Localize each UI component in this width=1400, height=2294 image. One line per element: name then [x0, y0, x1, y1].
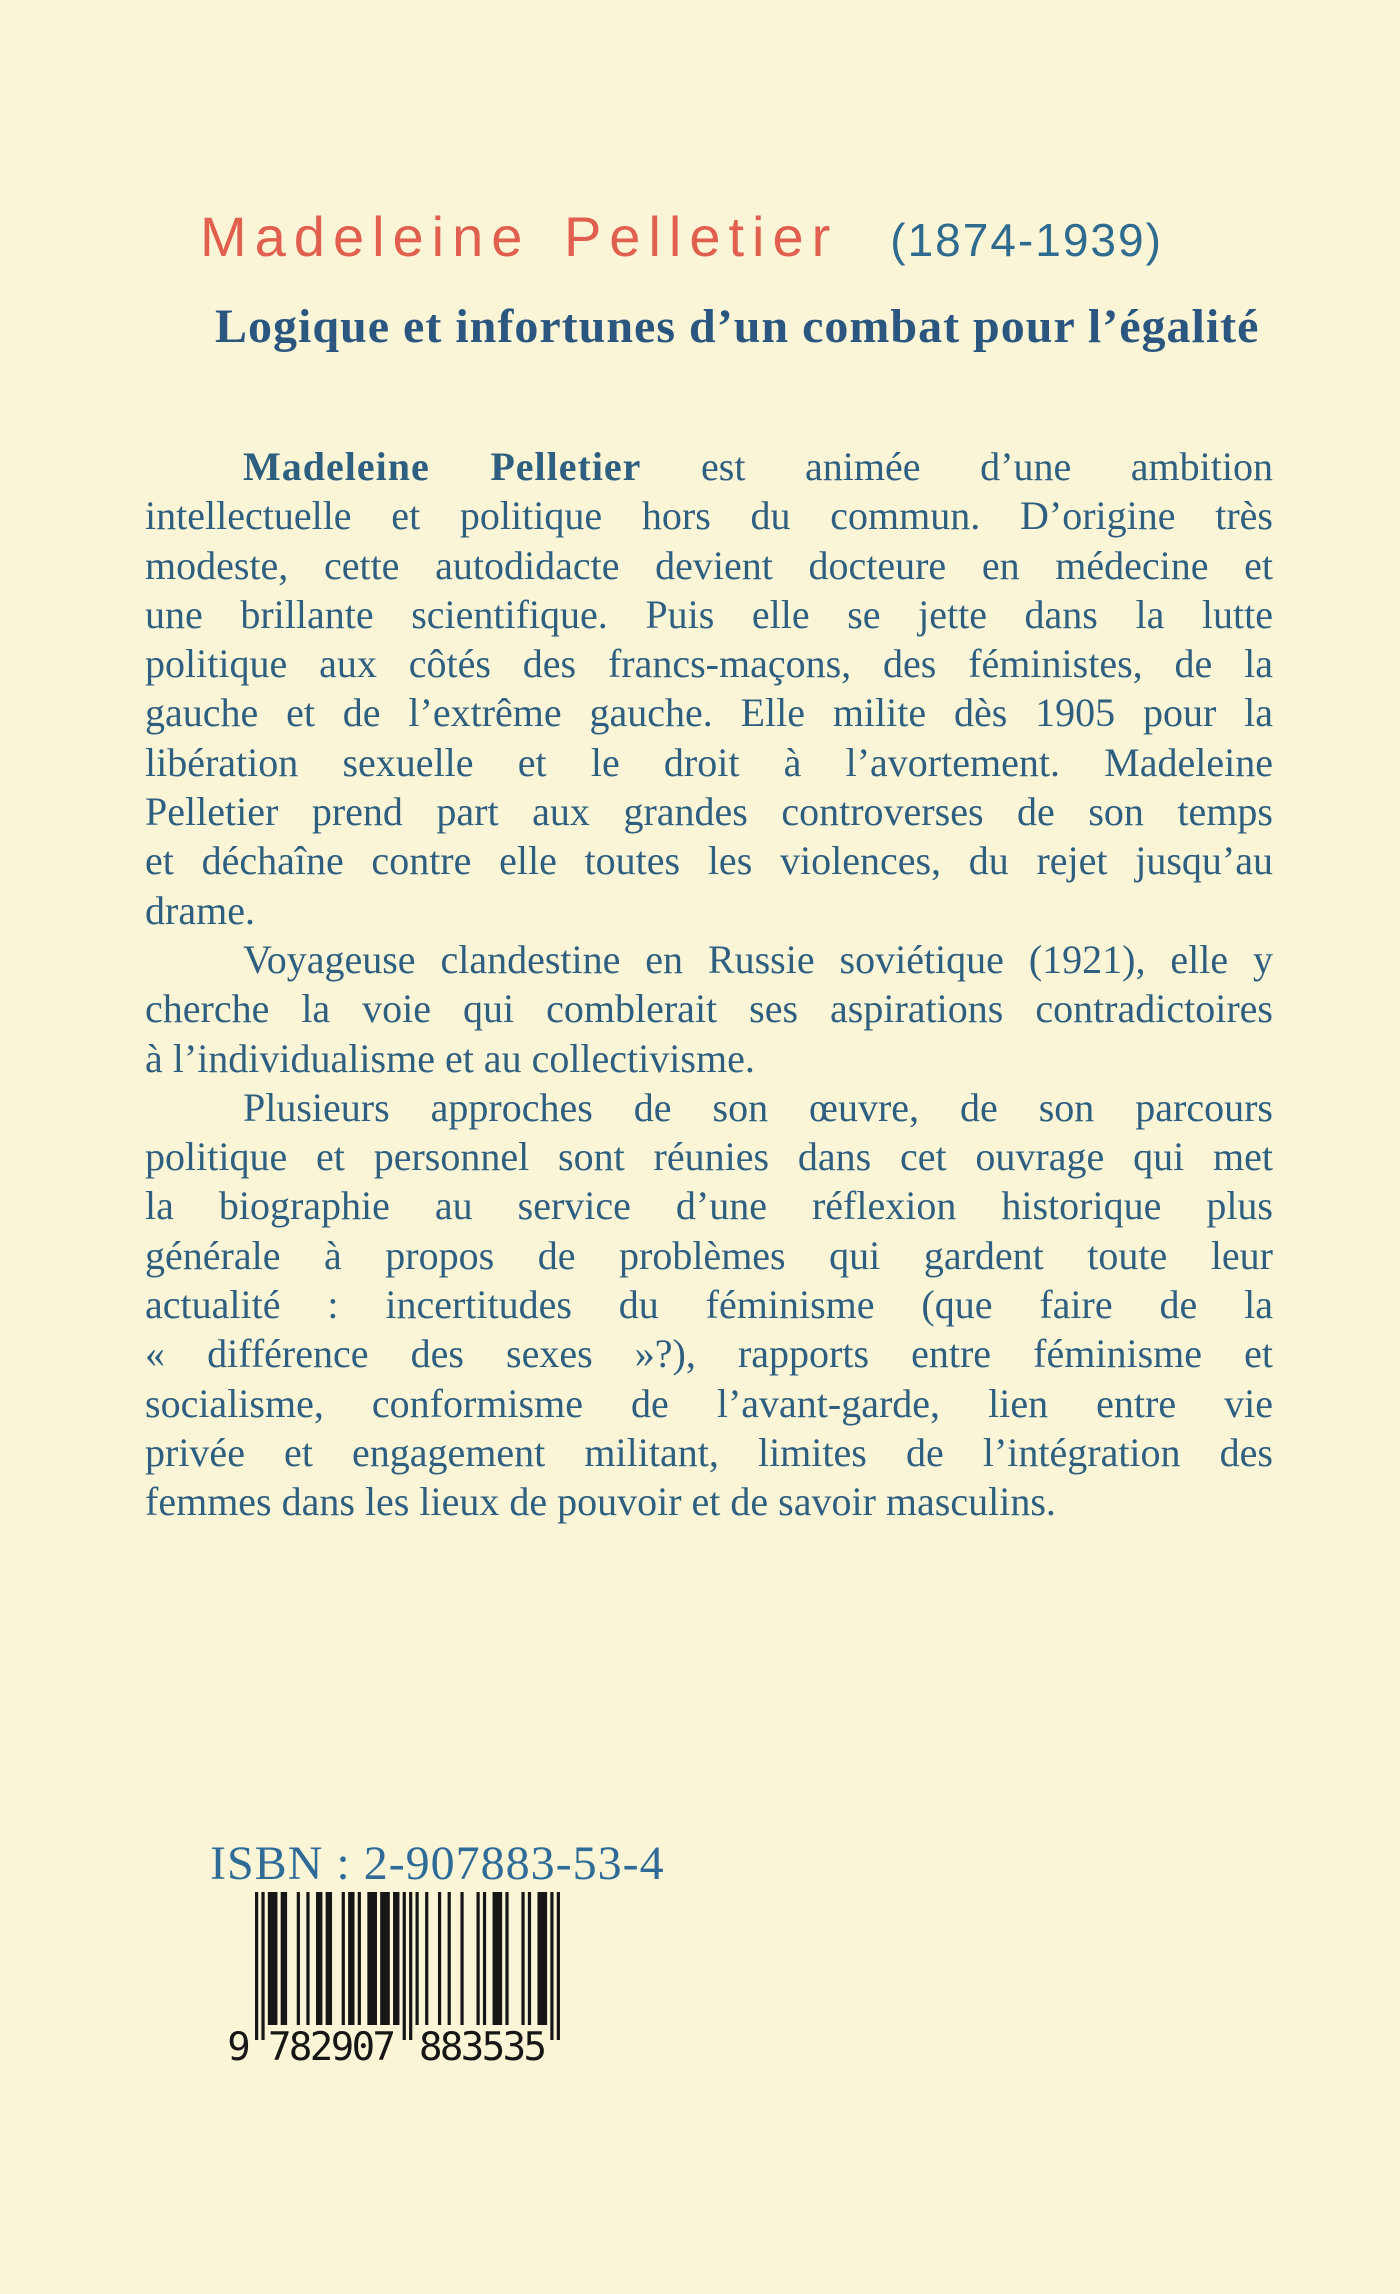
- body-line: « différence des sexes »?), rapports entre féminisme et: [145, 1331, 1273, 1377]
- isbn-label: ISBN : 2-907883-53-4: [210, 1837, 665, 1890]
- barcode-bar: [438, 1892, 441, 2025]
- body-line: intellectuelle et politique hors du commun. D’origine très: [145, 493, 1273, 539]
- barcode-bar: [316, 1892, 322, 2025]
- body-line: la biographie au service d’une réflexion historique plus: [145, 1183, 1273, 1229]
- title-row: [200, 204, 1163, 269]
- barcode-bar: [348, 1892, 354, 2025]
- body-line: cherche la voie qui comblerait ses aspirations contradictoires: [145, 986, 1273, 1032]
- barcode-bar: [367, 1892, 377, 2025]
- body-line: à l’individualisme et au collectivisme.: [145, 1035, 755, 1081]
- body-line: politique aux côtés des francs-maçons, des féministes, de la: [145, 641, 1273, 687]
- barcode-bar: [476, 1892, 479, 2025]
- author-name: Madeleine Pelletier: [200, 205, 839, 268]
- barcode-svg: [225, 1892, 570, 2064]
- body-line: gauche et de l’extrême gauche. Elle milite dès 1905 pour la: [145, 690, 1273, 736]
- barcode-bar: [393, 1892, 399, 2025]
- barcode-bar: [505, 1892, 508, 2025]
- barcode-bar: [342, 1892, 345, 2025]
- barcode-bar: [255, 1892, 258, 2040]
- body-line: privée et engagement militant, limites de l’intégration des: [145, 1429, 1273, 1475]
- barcode-bar: [493, 1892, 503, 2025]
- body-line: modeste, cette autodidacte devient docteure en médecine et: [145, 542, 1273, 588]
- barcode-digits-group1: 782907: [268, 2025, 396, 2064]
- back-cover-text: [145, 442, 1273, 1527]
- barcode-bar: [460, 1892, 463, 2025]
- book-subtitle: Logique et infortunes d’un combat pour l’égalité: [215, 300, 1260, 353]
- body-line: politique et personnel sont réunies dans cet ouvrage qui met: [145, 1134, 1273, 1180]
- barcode-bar: [358, 1892, 361, 2025]
- barcode-bar: [537, 1892, 547, 2025]
- barcode-bar: [281, 1892, 287, 2025]
- body-line: drame.: [145, 887, 255, 933]
- barcode-bar: [425, 1892, 428, 2025]
- body-line: [145, 442, 1273, 491]
- body-line: socialisme, conformisme de l’avant-garde, lien entre vie: [145, 1380, 1273, 1426]
- body-line: et déchaîne contre elle toutes les violences, du rejet jusqu’au: [145, 838, 1273, 884]
- barcode-bar: [306, 1892, 309, 2025]
- body-line: femmes dans les lieux de pouvoir et de savoir masculins.: [145, 1479, 1056, 1525]
- barcode-digits-group2: 883535: [419, 2025, 547, 2064]
- barcode-bar: [557, 1892, 560, 2040]
- barcode-bar: [261, 1892, 264, 2040]
- barcode-bar: [416, 1892, 419, 2025]
- barcode-bar: [448, 1892, 451, 2025]
- barcode-digit-left: 9: [227, 2025, 251, 2064]
- body-line: Pelletier prend part aux grandes controverses de son temps: [145, 789, 1273, 835]
- author-dates: (1874-1939): [890, 214, 1163, 266]
- barcode-bar: [483, 1892, 486, 2025]
- barcode-bar: [268, 1892, 278, 2025]
- body-lead-bold: Madeleine Pelletier: [243, 444, 642, 489]
- barcode: [225, 1892, 570, 2064]
- body-line: Voyageuse clandestine en Russie soviétique (1921), elle y: [243, 936, 1273, 982]
- barcode-bar: [521, 1892, 524, 2025]
- barcode-bar: [550, 1892, 553, 2040]
- body-line: une brillante scientifique. Puis elle se jette dans la lutte: [145, 591, 1273, 637]
- barcode-bar: [409, 1892, 412, 2040]
- body-line: Plusieurs approches de son œuvre, de son parcours: [243, 1084, 1273, 1130]
- body-run: est animée d’une ambition: [641, 444, 1274, 489]
- body-line: générale à propos de problèmes qui gardent toute leur: [145, 1232, 1273, 1278]
- barcode-bar: [380, 1892, 390, 2025]
- body-line: actualité : incertitudes du féminisme (que faire de la: [145, 1282, 1273, 1328]
- barcode-bar: [297, 1892, 300, 2025]
- barcode-bar: [528, 1892, 531, 2025]
- body-line: libération sexuelle et le droit à l’avortement. Madeleine: [145, 739, 1273, 785]
- barcode-bar: [403, 1892, 406, 2040]
- barcode-bar: [326, 1892, 332, 2025]
